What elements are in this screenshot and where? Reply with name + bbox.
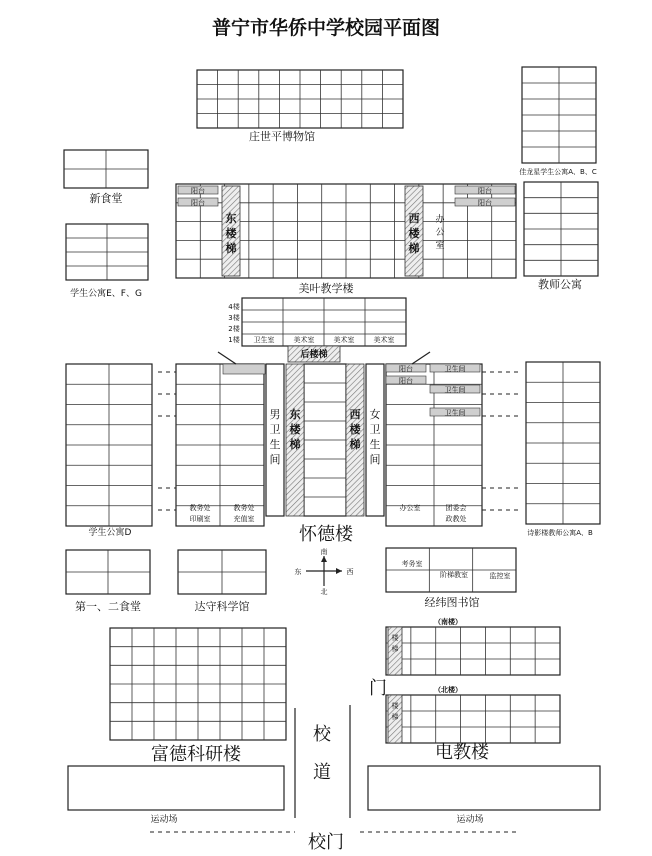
huaide-east-stairs-label: 东楼梯 bbox=[289, 408, 301, 451]
top-apartment-label: 佳龙星学生公寓A、B、C bbox=[519, 168, 597, 176]
lecture-room: 阶梯教室 bbox=[440, 571, 468, 579]
female-restroom-label: 女卫生间 bbox=[369, 408, 381, 466]
jingwei-grid bbox=[386, 548, 516, 592]
meiye-balcony-2: 阳台 bbox=[191, 199, 205, 207]
huaide-restroom-2: 卫生间 bbox=[444, 386, 466, 394]
academic-office-1: 教务处 bbox=[189, 504, 211, 512]
rear-room-4: 美术室 bbox=[373, 336, 395, 344]
south-building-label: （南楼） bbox=[434, 618, 462, 626]
duty-room: 充值室 bbox=[233, 515, 255, 523]
museum-grid bbox=[197, 70, 403, 128]
rear-room-1: 卫生室 bbox=[253, 336, 275, 344]
school-gate-label: 校门 bbox=[308, 832, 344, 853]
huaide-left-grid bbox=[176, 364, 264, 526]
dianjiao-label: 电教楼 bbox=[435, 742, 489, 763]
teacher-apartment-grid bbox=[524, 182, 598, 276]
north-building-grid bbox=[386, 695, 560, 743]
huaide-center-grid bbox=[304, 364, 346, 516]
map-title: 普宁市华侨中学校园平面图 bbox=[211, 17, 441, 39]
new-canteen-label: 新食堂 bbox=[89, 192, 123, 205]
compass-west: 西 bbox=[346, 568, 354, 576]
student-apartment-d-label: 学生公寓D bbox=[88, 528, 132, 538]
sports-right-label: 运动场 bbox=[456, 815, 484, 825]
meiye-balcony-4: 阳台 bbox=[478, 199, 492, 207]
floor-2: 2楼 bbox=[228, 325, 240, 333]
canteen-12-label: 第一、二食堂 bbox=[75, 600, 141, 613]
south-building-grid bbox=[386, 627, 560, 675]
jingwei-label: 经纬图书馆 bbox=[424, 596, 480, 609]
north-stairs-label: 楼梯 bbox=[391, 702, 399, 721]
meiye-west-stairs-label: 西楼梯 bbox=[408, 212, 420, 255]
school-road-label: 校道 bbox=[313, 724, 331, 783]
huaide-gray-bar-left bbox=[223, 364, 265, 374]
meiye-east-stairs-label: 东楼梯 bbox=[225, 212, 237, 255]
fude-grid bbox=[110, 628, 286, 740]
compass-south: 南 bbox=[320, 548, 328, 556]
student-apartment-efg-label: 学生公寓E、F、G bbox=[70, 289, 142, 299]
compass-east: 东 bbox=[294, 568, 302, 576]
meiye-balcony-1: 阳台 bbox=[191, 187, 205, 195]
rear-stairs-label: 后楼梯 bbox=[300, 350, 328, 360]
youth-league: 团委会 bbox=[445, 504, 467, 512]
political-office: 政教处 bbox=[445, 515, 467, 523]
fude-label: 富德科研楼 bbox=[151, 744, 241, 765]
huaide-office: 办公室 bbox=[399, 504, 421, 512]
north-building-label: （北楼） bbox=[434, 686, 462, 694]
meiye-office-label: 办公室 bbox=[435, 215, 445, 251]
shiying-apartment-label: 诗影楼教师公寓A、B bbox=[527, 529, 593, 537]
compass-north: 北 bbox=[320, 588, 328, 596]
sports-field-right bbox=[368, 766, 600, 810]
student-apartment-efg-grid bbox=[66, 224, 148, 280]
monitor-room: 监控室 bbox=[489, 572, 511, 580]
meiye-balcony-3: 阳台 bbox=[478, 187, 492, 195]
museum-label: 庄世平博物馆 bbox=[249, 130, 315, 143]
huaide-west-stairs-label: 西楼梯 bbox=[349, 408, 361, 451]
huaide-restroom-3: 卫生间 bbox=[444, 409, 466, 417]
rear-room-2: 美术室 bbox=[293, 336, 315, 344]
dianjiao-gate-mark: 门 bbox=[369, 678, 387, 699]
canteen-12-grid bbox=[66, 550, 150, 594]
south-stairs-label: 楼梯 bbox=[391, 634, 399, 653]
huaide-balcony-2: 阳台 bbox=[399, 377, 413, 385]
huaide-restroom-1: 卫生间 bbox=[444, 365, 466, 373]
dashou-grid bbox=[178, 550, 266, 594]
teacher-apartment-label: 教师公寓 bbox=[538, 278, 582, 291]
huaide-label: 怀德楼 bbox=[299, 524, 353, 545]
compass bbox=[306, 556, 342, 586]
print-room: 印刷室 bbox=[189, 515, 211, 523]
academic-office-2: 教务处 bbox=[233, 504, 255, 512]
huaide-balcony-1: 阳台 bbox=[399, 365, 413, 373]
sports-field-left bbox=[68, 766, 284, 810]
floor-1: 1楼 bbox=[228, 336, 240, 344]
dashou-label: 达守科学馆 bbox=[194, 600, 250, 613]
new-canteen-grid bbox=[64, 150, 148, 188]
top-apartment-grid bbox=[522, 67, 596, 163]
meiye-label: 美叶教学楼 bbox=[298, 282, 354, 295]
floor-3: 3楼 bbox=[228, 314, 240, 322]
sports-left-label: 运动场 bbox=[150, 815, 178, 825]
male-restroom-label: 男卫生间 bbox=[269, 408, 281, 466]
exam-room: 考务室 bbox=[401, 560, 423, 568]
shiying-apartment-grid bbox=[526, 362, 600, 524]
floor-4: 4楼 bbox=[228, 303, 240, 311]
student-apartment-d-grid bbox=[66, 364, 152, 526]
rear-room-3: 美术室 bbox=[333, 336, 355, 344]
